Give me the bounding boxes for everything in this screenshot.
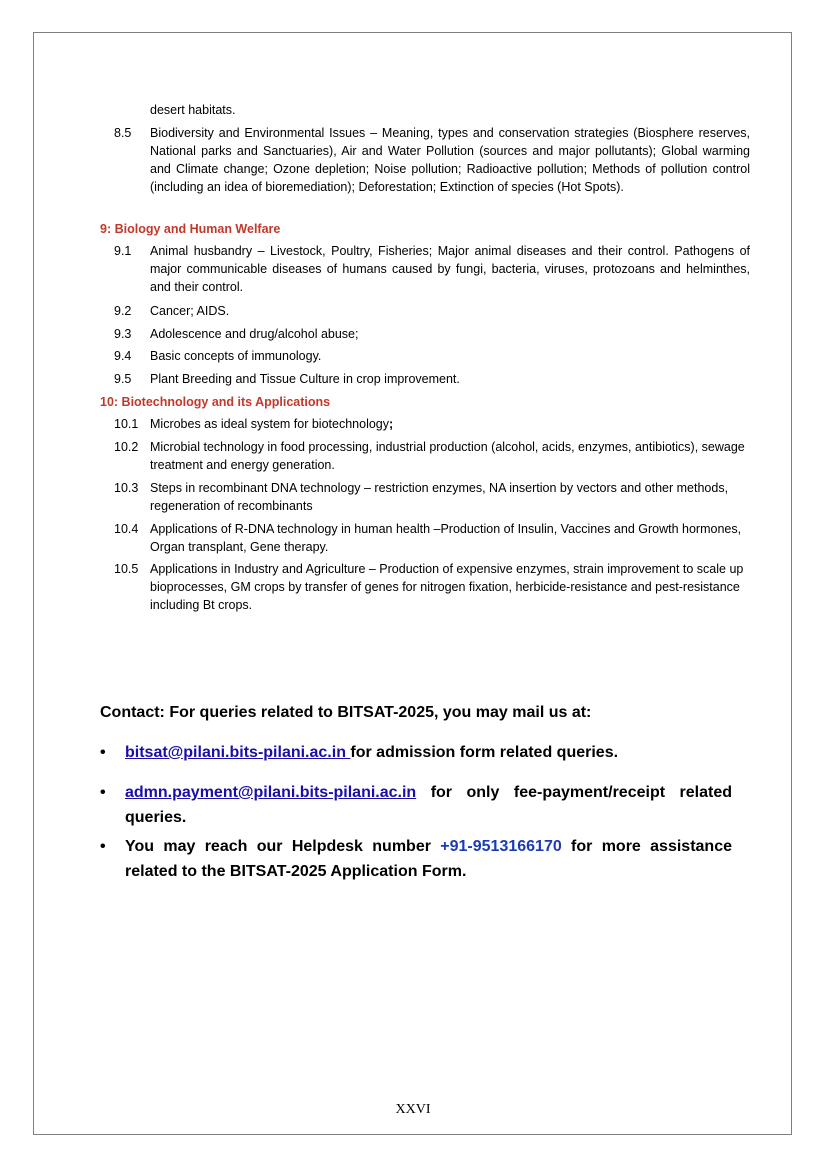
contact-bullet-payment: [100, 780, 732, 830]
topic-text: Animal husbandry – Livestock, Poultry, Fisheries; Major animal diseases and their control. Pathogens of major communicable diseases of humans caused by fungi, bacteria, viruses, protozoans and helminthes, and their control.: [150, 244, 750, 294]
bullet-text-rest: for only fee-payment/receipt related queries.: [125, 784, 732, 826]
topic-text: Applications of R-DNA technology in human health –Production of Insulin, Vaccines and Growth hormones, Organ transplant, Gene therapy.: [150, 522, 742, 554]
bullet-icon: •: [100, 784, 106, 801]
continuation-text: desert habitats.: [150, 103, 236, 117]
topic-text-suffix: ;: [389, 417, 394, 431]
topic-text: Basic concepts of immunology.: [150, 349, 322, 363]
topic-item-9-5: [114, 370, 750, 388]
helpdesk-phone-number[interactable]: +91-9513166170: [440, 838, 562, 855]
page-number: XXVI: [395, 1102, 431, 1117]
topic-item-9-2: [114, 302, 750, 320]
section-heading-9: 9: Biology and Human Welfare: [100, 222, 281, 236]
helpdesk-text-post: for more assistance related to the BITSAT-2025 Application Form.: [125, 838, 732, 880]
topic-text: Microbial technology in food processing, industrial production (alcohol, acids, enzymes, antibiotics), sewage treatment and energy generation.: [150, 440, 745, 472]
topic-number: 10.2: [114, 440, 139, 454]
topic-item-8-5: [114, 124, 750, 196]
topic-text: Plant Breeding and Tissue Culture in crop improvement.: [150, 372, 460, 386]
topic-item-9-1: [114, 242, 750, 296]
topic-number: 10.1: [114, 417, 139, 431]
bullet-icon: •: [100, 838, 106, 855]
topic-number: 9.5: [114, 372, 132, 386]
topic-number: 9.3: [114, 327, 132, 341]
topic-text: Applications in Industry and Agriculture – Production of expensive enzymes, strain improvement to scale up bioprocesses, GM crops by transfer of genes for nitrogen fixation, herbicide-resistance and pest-resistance including Bt crops.: [150, 562, 744, 612]
topic-number: 9.4: [114, 349, 132, 363]
bullet-text: [125, 780, 732, 830]
topic-number: 9.1: [114, 244, 132, 258]
topic-text: Biodiversity and Environmental Issues – Meaning, types and conservation strategies (Biosphere reserves, National parks and Sanctuaries), Air and Water Pollution (sources and major pollutants); Global warming and Climate change; Ozone depletion; Noise pollution; Radioactive pollution; Methods of pollution control (including an idea of bioremediation); Deforestation; Extinction of species (Hot Spots).: [150, 126, 750, 194]
topic-text-main: Microbes as ideal system for biotechnology: [150, 417, 390, 431]
admission-email-link[interactable]: bitsat@pilani.bits-pilani.ac.in: [125, 744, 351, 761]
bullet-text: [125, 834, 732, 884]
topic-number: 10.5: [114, 562, 139, 576]
topic-item-10-1: [114, 415, 750, 433]
topic-number: 10.4: [114, 522, 139, 536]
payment-email-link[interactable]: admn.payment@pilani.bits-pilani.ac.in: [125, 784, 417, 801]
topic-text: Adolescence and drug/alcohol abuse;: [150, 327, 359, 341]
topic-number: 9.2: [114, 304, 132, 318]
topic-item-9-4: [114, 347, 750, 365]
bullet-text-rest: for admission form related queries.: [350, 744, 619, 761]
bullet-text: [125, 740, 732, 765]
section-heading-10: 10: Biotechnology and its Applications: [100, 395, 331, 409]
helpdesk-text-pre: You may reach our Helpdesk number: [125, 838, 441, 855]
contact-bullet-helpdesk: [100, 834, 732, 884]
contact-heading: Contact: For queries related to BITSAT-2025, you may mail us at:: [100, 704, 592, 721]
topic-text: [150, 415, 750, 433]
bullet-icon: •: [100, 744, 106, 761]
topic-text: Cancer; AIDS.: [150, 304, 230, 318]
topic-item-9-3: [114, 325, 750, 343]
topic-number: 10.3: [114, 481, 139, 495]
topic-number: 8.5: [114, 126, 132, 140]
topic-item-10-3: [114, 479, 750, 515]
topic-item-10-4: [114, 520, 750, 556]
topic-text: Steps in recombinant DNA technology – restriction enzymes, NA insertion by vectors and other methods, regeneration of recombinants: [150, 481, 729, 513]
topic-item-10-5: [114, 560, 750, 614]
topic-item-10-2: [114, 438, 750, 474]
contact-bullet-admission: [100, 740, 732, 765]
